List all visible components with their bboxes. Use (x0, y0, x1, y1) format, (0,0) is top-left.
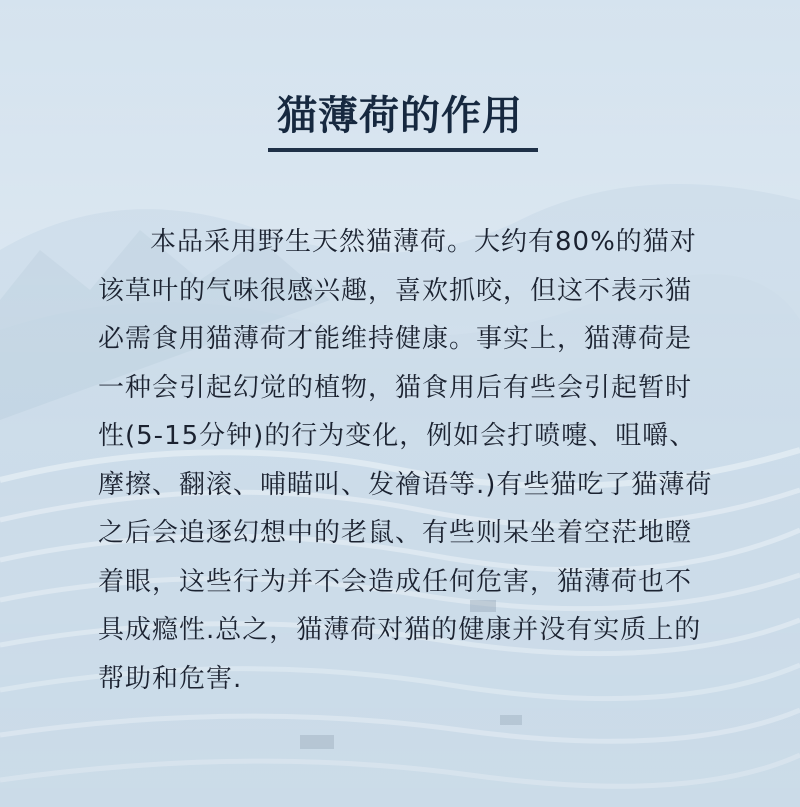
description-paragraph (98, 218, 718, 703)
page-title: 猫薄荷的作用 (277, 93, 523, 139)
title-underline (268, 148, 538, 152)
description-text: 本品采用野生天然猫薄荷。大约有80%的猫对该草叶的气味很感兴趣，喜欢抓咬，但这不表示猫必需食用猫薄荷才能维持健康。事实上，猫薄荷是一种会引起幻觉的植物，猫食用后有些会引起暂时性(5-15分钟)的行为变化，例如会打喷嚏、咀嚼、摩擦、翻滚、哺瞄叫、发禬语等.)有些猫吃了猫薄荷之后会追逐幻想中的老鼠、有些则呆坐着空茫地瞪着眼，这些行为并不会造成任何危害，猫薄荷也不具成瘾性.总之，猫薄荷对猫的健康并没有实质上的帮助和危害. (98, 227, 713, 694)
